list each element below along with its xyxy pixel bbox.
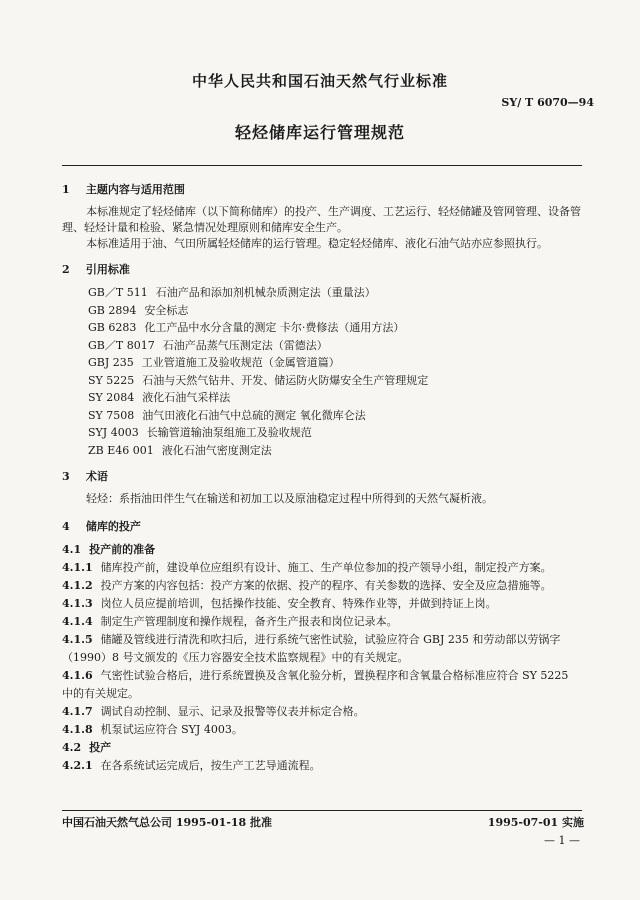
section-heading [62, 519, 582, 535]
section-heading [62, 182, 582, 198]
subsection-title: 投产前的准备 [89, 543, 156, 556]
reference-code: SYJ 4003 [88, 426, 139, 439]
reference-item [88, 354, 582, 372]
clause-number: 4.2.1 [62, 759, 93, 772]
section-number: 2 [62, 263, 70, 276]
clause-text: 气密性试验合格后，进行系统置换及含氧化验分析，置换程序和含氧量合格标准应符合 SY 5225 中的有关规定。 [62, 669, 569, 700]
footer-rule [62, 810, 582, 811]
reference-code: SY 7508 [88, 408, 135, 422]
clause [62, 613, 582, 631]
reference-item [88, 442, 582, 460]
reference-name: 长输管道输油泵组施工及验收规范 [146, 426, 312, 439]
reference-code: SY 5225 [88, 373, 135, 387]
subsection-number: 4.2 [62, 741, 82, 754]
clause-number: 4.1.4 [62, 615, 93, 628]
paragraph: 轻烃：系指油田伴生气在输送和初加工以及原油稳定过程中所得到的天然气凝析液。 [86, 492, 493, 505]
reference-code: GB 2894 [88, 303, 137, 317]
subsection-number: 4.1 [62, 543, 82, 556]
paragraph: 本标准规定了轻烃储库（以下简称储库）的投产、生产调度、工艺运行、轻烃储罐及管网管理、设备管理、轻烃计量和检验、紧急情况处理原则和储库安全生产。 [62, 205, 581, 234]
clause [62, 667, 582, 703]
clause [62, 559, 582, 577]
reference-list [88, 284, 582, 459]
section-title: 引用标准 [85, 263, 130, 276]
reference-name: 化工产品中水分含量的测定 卡尔·费修法（通用方法） [144, 321, 405, 334]
clause-text: 制定生产管理制度和操作规程，备齐生产报表和岗位记录本。 [100, 615, 398, 628]
clause-text: 在各系统试运完成后，按生产工艺导通流程。 [100, 759, 321, 772]
clause-number: 4.1.2 [62, 579, 93, 592]
reference-item [88, 407, 582, 425]
reference-name: 石油与天然气钻井、开发、储运防火防爆安全生产管理规定 [142, 373, 429, 387]
reference-item [88, 389, 582, 407]
section-heading [62, 469, 582, 485]
clause-number: 4.1.8 [62, 723, 93, 736]
clause-number: 4.1.6 [62, 669, 93, 682]
subsection-heading [62, 541, 582, 559]
page-number: — 1 — [544, 834, 580, 847]
reference-name: 石油产品蒸气压测定法（雷德法） [162, 338, 328, 352]
clause-text: 调试自动控制、显示、记录及报警等仪表并标定合格。 [100, 705, 365, 718]
reference-item [88, 337, 582, 355]
section-heading [62, 262, 582, 278]
reference-code: ZB E46 001 [88, 443, 154, 457]
reference-code: GB／T 511 [88, 286, 148, 299]
clause-text: 储罐及管线进行清洗和吹扫后，进行系统气密性试验，试验应符合 GBJ 235 和劳动部以劳锅字（1990）8 号文颁发的《压力容器安全技术监察规程》中的有关规定。 [62, 633, 561, 664]
clause-text: 岗位人员应提前培训，包括操作技能、安全教育、特殊作业等，并做到持证上岗。 [100, 597, 497, 610]
reference-name: 液化石油气采样法 [142, 391, 231, 404]
section-title: 主题内容与适用范围 [85, 183, 185, 196]
document-body [62, 176, 582, 775]
subsection-heading [62, 739, 582, 757]
reference-item [88, 424, 582, 442]
standard-organization: 中华人民共和国石油天然气行业标准 [191, 72, 448, 90]
standard-code: SY/ T 6070—94 [501, 96, 594, 109]
reference-code: SY 2084 [88, 391, 135, 404]
clause-text: 储库投产前，建设单位应组织有设计、施工、生产单位参加的投产领导小组，制定投产方案。 [100, 561, 552, 574]
clause [62, 595, 582, 613]
reference-item [88, 372, 582, 390]
section-number: 4 [62, 520, 70, 533]
reference-item [88, 284, 582, 302]
section-number: 1 [62, 183, 70, 196]
reference-name: 油气田液化石油气中总硫的测定 氧化微库仑法 [142, 408, 366, 422]
clause-number: 4.1.7 [62, 705, 93, 718]
clause-number: 4.1.3 [62, 597, 93, 610]
clause-text: 机泵试运应符合 SYJ 4003。 [100, 723, 243, 736]
subsection-title: 投产 [89, 741, 112, 754]
document-title: 轻烃储库运行管理规范 [234, 123, 405, 142]
paragraph: 本标准适用于油、气田所属轻烃储库的运行管理。稳定轻烃储库、液化石油气站亦应参照执行。 [86, 237, 548, 250]
reference-code: GBJ 235 [88, 356, 134, 369]
reference-code: GB 6283 [88, 321, 137, 334]
effective-date: 1995-07-01 实施 [487, 816, 584, 829]
reference-name: 安全标志 [144, 303, 189, 317]
clause-number: 4.1.5 [62, 633, 93, 646]
section-number: 3 [62, 470, 70, 483]
reference-name: 工业管道施工及验收规范（金属管道篇） [141, 356, 340, 369]
reference-code: GB／T 8017 [88, 338, 155, 352]
reference-item [88, 302, 582, 320]
clause-text: 投产方案的内容包括：投产方案的依据、投产的程序、有关参数的选择、安全及应急措施等。 [100, 579, 552, 592]
section-title: 术语 [85, 470, 108, 483]
clause [62, 703, 582, 721]
clause [62, 577, 582, 595]
reference-name: 液化石油气密度测定法 [161, 443, 272, 457]
header-rule [62, 165, 582, 166]
clause-number: 4.1.1 [62, 561, 93, 574]
clause [62, 721, 582, 739]
reference-name: 石油产品和添加剂机械杂质测定法（重量法） [155, 286, 376, 299]
section-title: 储库的投产 [85, 520, 141, 533]
clause [62, 631, 582, 667]
clause [62, 757, 582, 775]
reference-item [88, 319, 582, 337]
approval-info: 中国石油天然气总公司 1995-01-18 批准 [62, 816, 273, 829]
